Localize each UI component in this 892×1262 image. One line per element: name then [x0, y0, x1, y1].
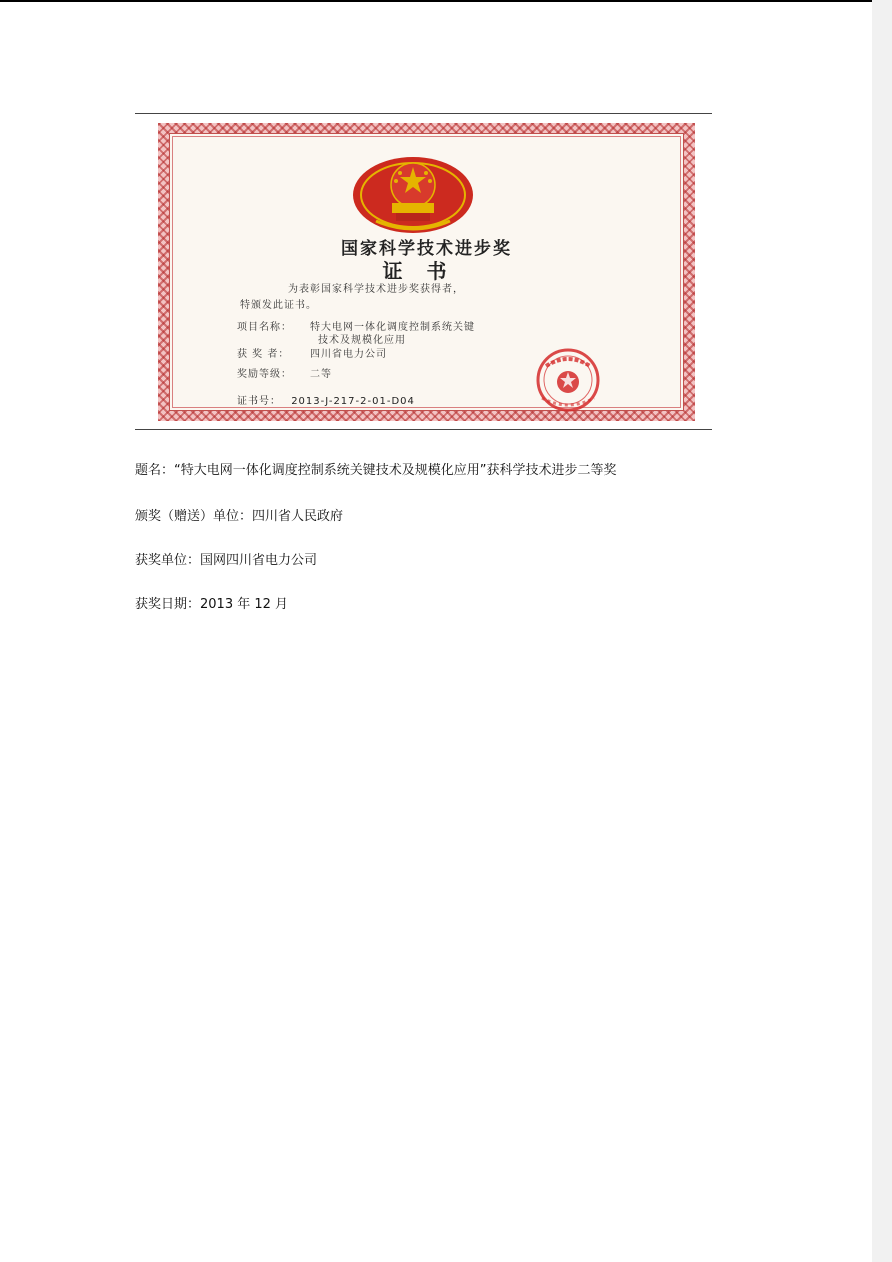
national-emblem-icon	[346, 151, 480, 235]
info-date-label: 获奖日期：	[135, 597, 201, 612]
info-date-value: 2013 年 12 月	[200, 597, 289, 612]
certificate-line-1: 为表彰国家科学技术进步奖获得者，	[288, 284, 464, 295]
info-winner-value: 国网四川省电力公司	[200, 553, 318, 568]
info-winner-label: 获奖单位：	[135, 553, 201, 568]
certificate-inner-panel	[169, 133, 684, 411]
image-top-rule	[135, 113, 712, 114]
info-title-line	[135, 459, 617, 478]
certificate-project-value-1: 特大电网一体化调度控制系统关键	[310, 322, 475, 333]
info-winner-line	[135, 549, 317, 568]
certificate-winner-label: 获 奖 者：	[237, 349, 290, 360]
certificate-project-label: 项目名称：	[237, 322, 292, 333]
certificate-title: 国家科学技术进步奖	[341, 239, 512, 259]
info-title-value: “特大电网一体化调度控制系统关键技术及规模化应用”获科学技术进步二等奖	[174, 463, 617, 478]
official-seal-icon	[476, 348, 616, 412]
certificate-subtitle: 证书	[382, 259, 471, 283]
certificate-level-value: 二等	[310, 369, 332, 380]
certificate-line-2: 特颁发此证书。	[240, 300, 317, 311]
info-issuer-line	[135, 505, 343, 524]
certificate-winner-value: 四川省电力公司	[310, 349, 387, 360]
certificate-project-value-2: 技术及规模化应用	[318, 335, 406, 346]
certificate-number-label: 证书号：	[237, 396, 281, 407]
page-top-border	[0, 0, 892, 2]
info-issuer-label: 颁奖（赠送）单位：	[135, 509, 253, 524]
image-bottom-rule	[135, 429, 712, 430]
certificate-level-label: 奖励等级：	[237, 369, 292, 380]
info-title-label: 题名：	[135, 463, 175, 478]
certificate-number	[237, 392, 415, 407]
info-issuer-value: 四川省人民政府	[252, 509, 344, 524]
page-right-edge	[872, 0, 892, 1262]
certificate-number-value: 2013-J-217-2-01-D04	[291, 396, 415, 407]
certificate-image	[158, 123, 695, 421]
info-date-line	[135, 593, 288, 612]
